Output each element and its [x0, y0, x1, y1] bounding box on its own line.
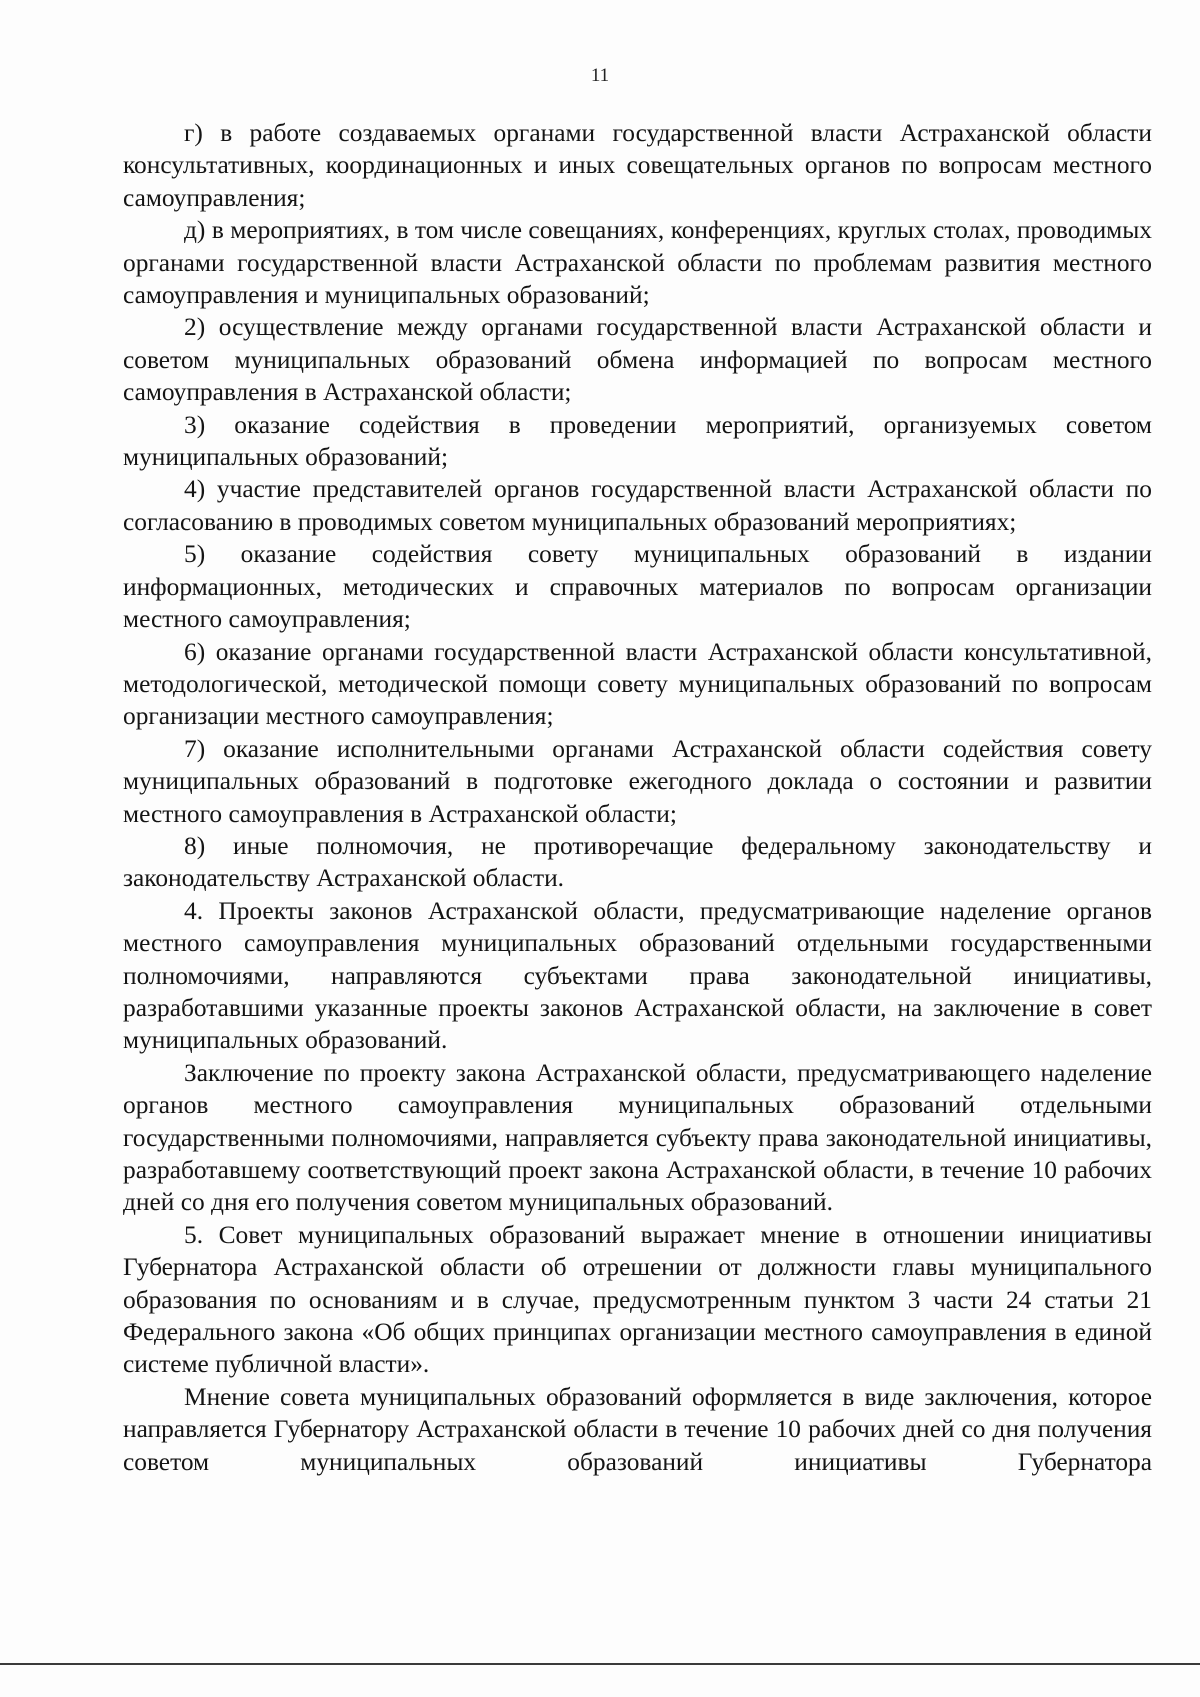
paragraph-item-d: д) в мероприятиях, в том числе совещаниях, конференциях, круглых столах, проводимых органами государственной власти Астраханской области по проблемам развития местного самоуправления и муниципальных образований;	[123, 216, 1152, 310]
paragraph-section-4: 4. Проекты законов Астраханской области, предусматривающие наделение органов местного самоуправления муниципальных образований отдельными государственными полномочиями, направляются субъектами права законодательной инициативы, разработавшими указанные проекты законов Астраханской области, на заключение в совет муниципальных образований.	[123, 896, 1152, 1055]
paragraph-item-3: 3) оказание содействия в проведении мероприятий, организуемых советом муниципальных образований;	[123, 410, 1152, 472]
paragraph-item-2: 2) осуществление между органами государственной власти Астраханской области и советом муниципальных образований обмена информацией по вопросам местного самоуправления в Астраханской области;	[123, 313, 1152, 407]
paragraph-item-4: 4) участие представителей органов государственной власти Астраханской области по согласованию в проводимых советом муниципальных образований мероприятиях;	[123, 475, 1152, 536]
document-body	[123, 117, 1152, 1478]
paragraph-opinion: Мнение совета муниципальных образований оформляется в виде заключения, которое направляется Губернатору Астраханской области в течение 10 рабочих дней со дня получения советом муниципальных образований инициативы Губернатора	[123, 1382, 1152, 1476]
paragraph-section-5: 5. Совет муниципальных образований выражает мнение в отношении инициативы Губернатора Астраханской области об отрешении от должности главы муниципального образования по основаниям и в случае, предусмотренным пунктом 3 части 24 статьи 21 Федерального закона «Об общих принципах организации местного самоуправления в единой системе публичной власти».	[123, 1220, 1152, 1379]
paragraph-item-5: 5) оказание содействия совету муниципальных образований в издании информационных, методических и справочных материалов по вопросам организации местного самоуправления;	[123, 540, 1152, 634]
page-number: 11	[590, 65, 610, 86]
paragraph-item-7: 7) оказание исполнительными органами Астраханской области содействия совету муниципальных образований в подготовке ежегодного доклада о состоянии и развитии местного самоуправления в Астраханской области;	[123, 734, 1152, 828]
paragraph-item-8: 8) иные полномочия, не противоречащие федеральному законодательству и законодательству Астраханской области.	[123, 831, 1152, 893]
paragraph-conclusion: Заключение по проекту закона Астраханской области, предусматривающего наделение органов местного самоуправления муниципальных образований отдельными государственными полномочиями, направляется субъекту права законодательной инициативы, разработавшему соответствующий проект закона Астраханской области, в течение 10 рабочих дней со дня его получения советом муниципальных образований.	[123, 1058, 1152, 1217]
bottom-divider	[0, 1663, 1200, 1665]
paragraph-item-6: 6) оказание органами государственной власти Астраханской области консультативной, методологической, методической помощи совету муниципальных образований по вопросам организации местного самоуправления;	[123, 637, 1152, 731]
paragraph-item-g: г) в работе создаваемых органами государственной власти Астраханской области консультативных, координационных и иных совещательных органов по вопросам местного самоуправления;	[123, 119, 1152, 212]
